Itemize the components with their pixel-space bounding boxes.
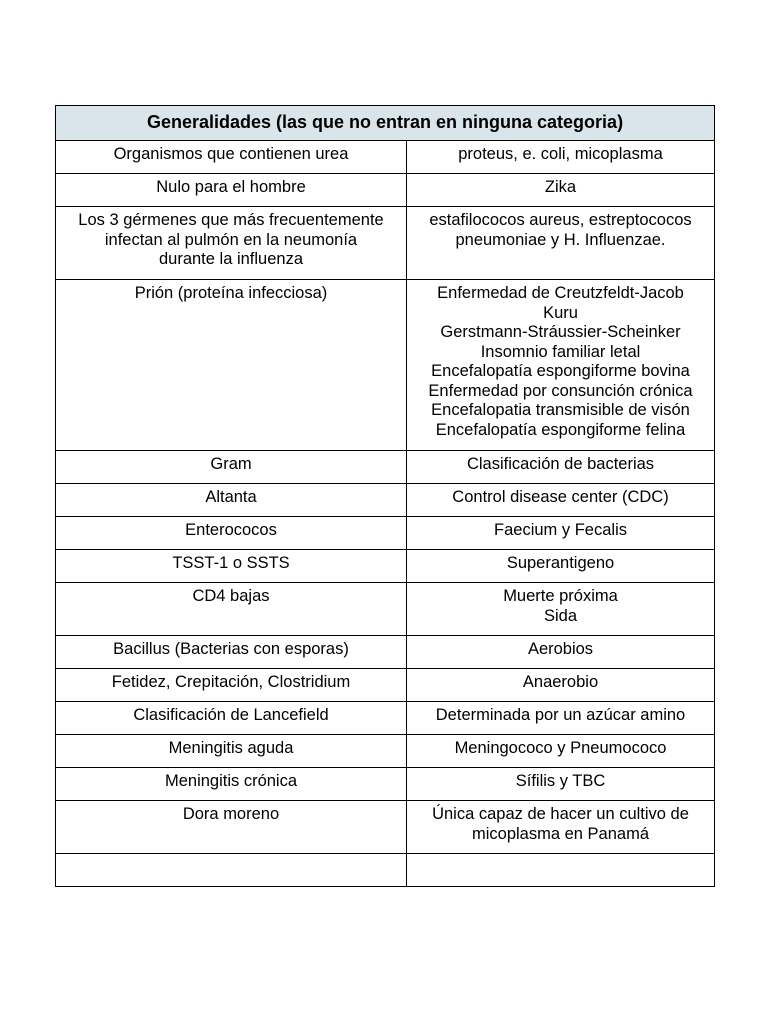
table-cell-term: Gram xyxy=(56,451,407,484)
table-row xyxy=(56,735,715,768)
table-cell-term: Meningitis aguda xyxy=(56,735,407,768)
table-row xyxy=(56,801,715,854)
table-cell-description: Superantigeno xyxy=(407,550,715,583)
table-cell-description: proteus, e. coli, micoplasma xyxy=(407,141,715,174)
table-cell-term: Enterococos xyxy=(56,517,407,550)
table-cell-description: Aerobios xyxy=(407,636,715,669)
table-row xyxy=(56,174,715,207)
table-cell-term: Nulo para el hombre xyxy=(56,174,407,207)
table-row xyxy=(56,280,715,451)
table-cell-term: Altanta xyxy=(56,484,407,517)
table-cell-description: Determinada por un azúcar amino xyxy=(407,702,715,735)
table-cell-description: estafilococos aureus, estreptococos pneumoniae y H. Influenzae. xyxy=(407,207,715,280)
table-row xyxy=(56,702,715,735)
table-header-row xyxy=(56,106,715,141)
table-row xyxy=(56,583,715,636)
table-cell-description: Control disease center (CDC) xyxy=(407,484,715,517)
table-cell-description: Única capaz de hacer un cultivo de micoplasma en Panamá xyxy=(407,801,715,854)
table-cell-description: Faecium y Fecalis xyxy=(407,517,715,550)
table-cell-term: Meningitis crónica xyxy=(56,768,407,801)
table-cell-description: Muerte próxima Sida xyxy=(407,583,715,636)
table-row xyxy=(56,451,715,484)
table-cell-description: Clasificación de bacterias xyxy=(407,451,715,484)
table-cell-term: Fetidez, Crepitación, Clostridium xyxy=(56,669,407,702)
table-cell-term: CD4 bajas xyxy=(56,583,407,636)
table-cell-description: Enfermedad de Creutzfeldt-Jacob Kuru Gerstmann-Stráussier-Scheinker Insomnio familiar letal Encefalopatía espongiforme bovina Enfermedad por consunción crónica Encefalopatia transmisible de visón Encefalopatía espongiforme felina xyxy=(407,280,715,451)
table-cell-description xyxy=(407,854,715,887)
table-row xyxy=(56,484,715,517)
table-cell-description: Anaerobio xyxy=(407,669,715,702)
table-body xyxy=(56,141,715,887)
table-row xyxy=(56,207,715,280)
table-row xyxy=(56,768,715,801)
table-cell-term: Bacillus (Bacterias con esporas) xyxy=(56,636,407,669)
generalidades-table xyxy=(55,105,715,887)
table-cell-term: Dora moreno xyxy=(56,801,407,854)
table-cell-term: Clasificación de Lancefield xyxy=(56,702,407,735)
table-cell-term xyxy=(56,854,407,887)
table-cell-term: Prión (proteína infecciosa) xyxy=(56,280,407,451)
table-row xyxy=(56,669,715,702)
table-title: Generalidades (las que no entran en ninguna categoria) xyxy=(56,106,715,141)
table-cell-term: Organismos que contienen urea xyxy=(56,141,407,174)
table-cell-term: TSST-1 o SSTS xyxy=(56,550,407,583)
table-cell-description: Meningococo y Pneumococo xyxy=(407,735,715,768)
table-row xyxy=(56,550,715,583)
table-row xyxy=(56,636,715,669)
table-cell-description: Zika xyxy=(407,174,715,207)
table-row xyxy=(56,141,715,174)
table-row xyxy=(56,517,715,550)
table-row xyxy=(56,854,715,887)
table-cell-description: Sífilis y TBC xyxy=(407,768,715,801)
table-cell-term: Los 3 gérmenes que más frecuentemente infectan al pulmón en la neumonía durante la influenza xyxy=(56,207,407,280)
